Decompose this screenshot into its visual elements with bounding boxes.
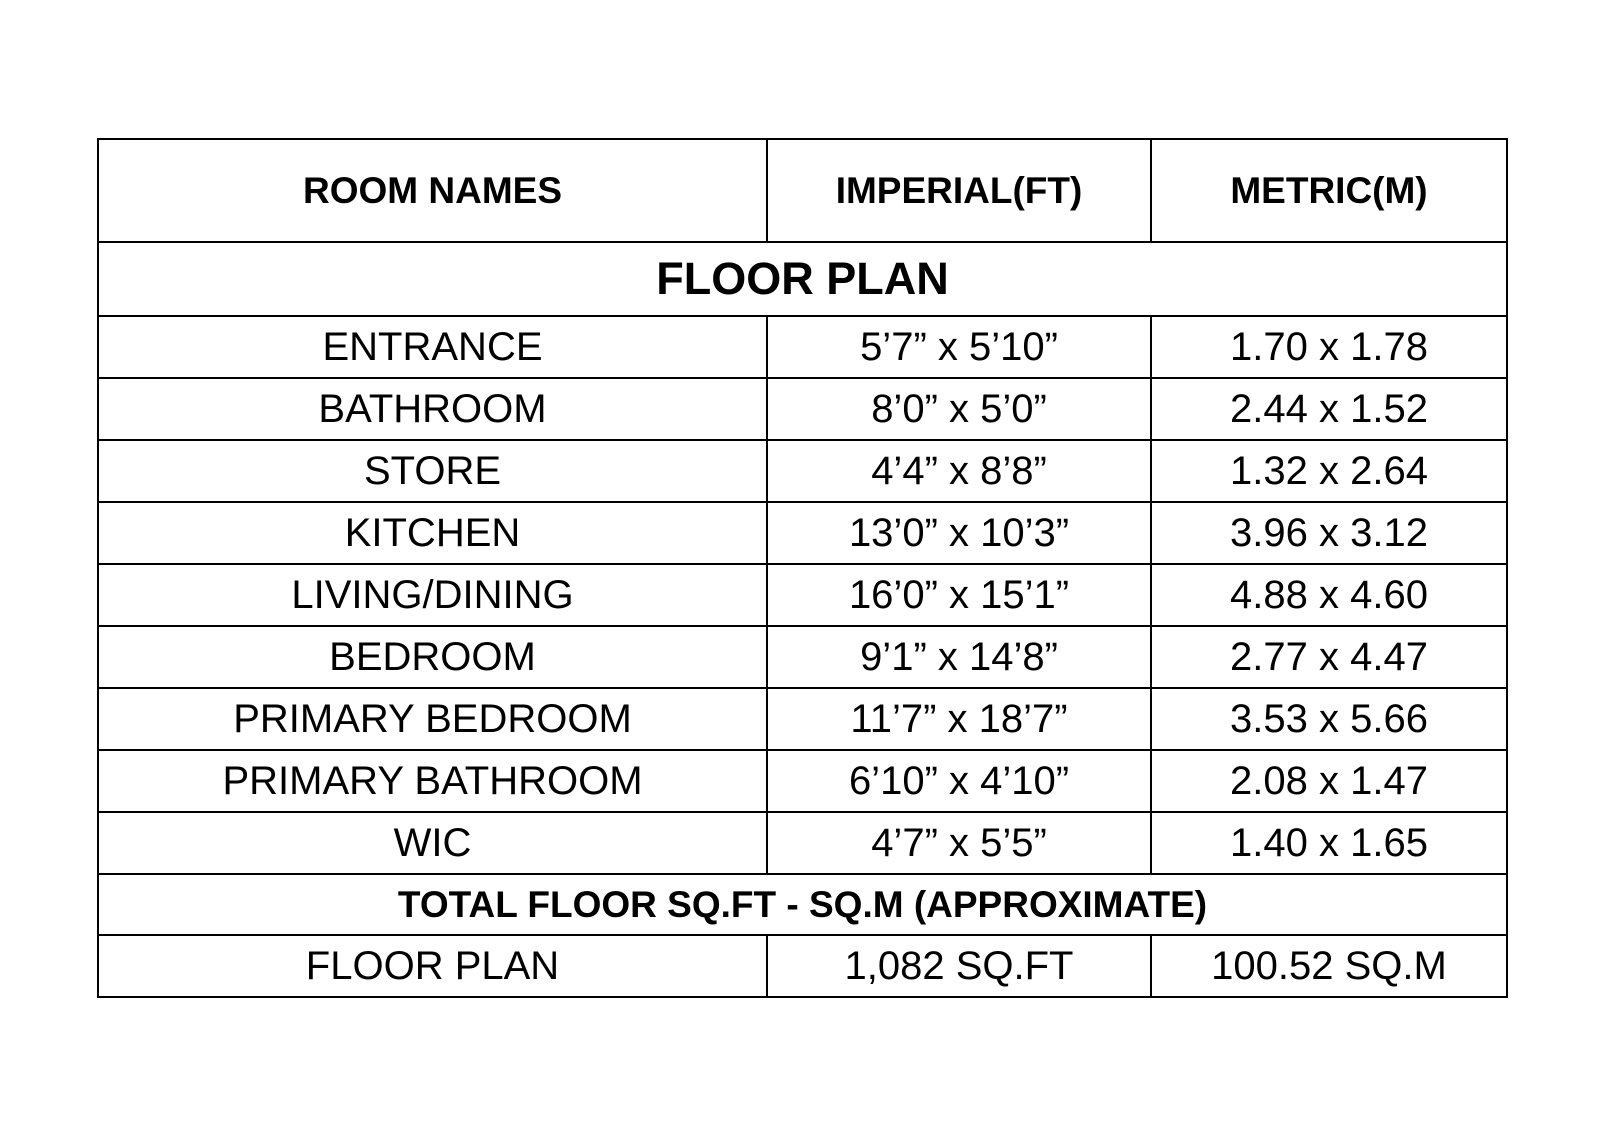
- table-row: [98, 564, 1507, 626]
- section-title: FLOOR PLAN: [98, 242, 1507, 316]
- table-row: [98, 502, 1507, 564]
- room-name-cell: LIVING/DINING: [98, 564, 767, 626]
- metric-cell: 4.88 x 4.60: [1151, 564, 1507, 626]
- room-name-cell: BEDROOM: [98, 626, 767, 688]
- metric-cell: 3.96 x 3.12: [1151, 502, 1507, 564]
- room-name-cell: PRIMARY BATHROOM: [98, 750, 767, 812]
- imperial-cell: 16’0” x 15’1”: [767, 564, 1151, 626]
- total-title-row: [98, 874, 1507, 935]
- section-title-row: [98, 242, 1507, 316]
- header-metric: METRIC(M): [1151, 139, 1507, 242]
- total-imperial-cell: 1,082 SQ.FT: [767, 935, 1151, 997]
- metric-cell: 1.40 x 1.65: [1151, 812, 1507, 874]
- table-row: [98, 316, 1507, 378]
- metric-cell: 2.08 x 1.47: [1151, 750, 1507, 812]
- imperial-cell: 4’7” x 5’5”: [767, 812, 1151, 874]
- header-imperial: IMPERIAL(FT): [767, 139, 1151, 242]
- table-row: [98, 626, 1507, 688]
- metric-cell: 3.53 x 5.66: [1151, 688, 1507, 750]
- room-name-cell: ENTRANCE: [98, 316, 767, 378]
- metric-cell: 2.44 x 1.52: [1151, 378, 1507, 440]
- imperial-cell: 13’0” x 10’3”: [767, 502, 1151, 564]
- room-name-cell: STORE: [98, 440, 767, 502]
- metric-cell: 2.77 x 4.47: [1151, 626, 1507, 688]
- table-row: [98, 812, 1507, 874]
- room-name-cell: BATHROOM: [98, 378, 767, 440]
- table-row: [98, 378, 1507, 440]
- table-row: [98, 688, 1507, 750]
- imperial-cell: 6’10” x 4’10”: [767, 750, 1151, 812]
- total-row: [98, 935, 1507, 997]
- imperial-cell: 11’7” x 18’7”: [767, 688, 1151, 750]
- imperial-cell: 4’4” x 8’8”: [767, 440, 1151, 502]
- total-room-cell: FLOOR PLAN: [98, 935, 767, 997]
- total-metric-cell: 100.52 SQ.M: [1151, 935, 1507, 997]
- imperial-cell: 5’7” x 5’10”: [767, 316, 1151, 378]
- table-header-row: [98, 139, 1507, 242]
- metric-cell: 1.70 x 1.78: [1151, 316, 1507, 378]
- table-row: [98, 440, 1507, 502]
- header-room-names: ROOM NAMES: [98, 139, 767, 242]
- total-title: TOTAL FLOOR SQ.FT - SQ.M (APPROXIMATE): [98, 874, 1507, 935]
- room-name-cell: PRIMARY BEDROOM: [98, 688, 767, 750]
- table-row: [98, 750, 1507, 812]
- imperial-cell: 8’0” x 5’0”: [767, 378, 1151, 440]
- room-name-cell: WIC: [98, 812, 767, 874]
- room-name-cell: KITCHEN: [98, 502, 767, 564]
- imperial-cell: 9’1” x 14’8”: [767, 626, 1151, 688]
- metric-cell: 1.32 x 2.64: [1151, 440, 1507, 502]
- room-dimensions-table: [97, 138, 1508, 998]
